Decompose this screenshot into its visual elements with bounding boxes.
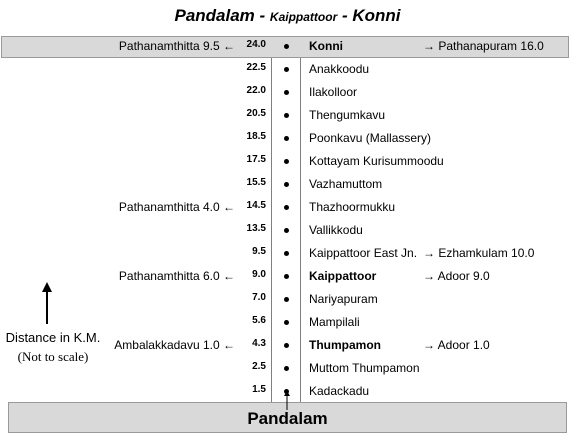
stop-distance: 2.5 [252, 361, 266, 372]
stop-name: Ilakolloor [309, 85, 358, 99]
stop-name: Kaippattoor [309, 269, 377, 283]
stop-name: Mampilali [309, 315, 360, 329]
branch-left: Pathanamthitta 4.0 ← [118, 200, 235, 214]
stop-name: Kottayam Kurisummoodu [309, 154, 444, 168]
stop-distance: 14.5 [246, 200, 266, 211]
stop-marker [284, 366, 289, 371]
stop-marker [284, 297, 289, 302]
stop-row [0, 290, 575, 310]
stop-distance: 22.0 [246, 85, 266, 96]
stop-marker [284, 90, 289, 95]
stop-marker [284, 274, 289, 279]
stop-name: Anakkoodu [309, 62, 370, 76]
stop-name: Kaippattoor East Jn. [309, 246, 418, 260]
stop-name: Thengumkavu [309, 108, 386, 122]
branch-left: Ambalakkadavu 1.0 ← [114, 338, 235, 352]
stop-row [0, 244, 575, 264]
stop-distance: 18.5 [246, 131, 266, 142]
legend-scale-note: (Not to scale) [17, 349, 89, 364]
stop-row [0, 221, 575, 241]
title-destination: - Konni [337, 6, 401, 25]
branch-right: → Adoor 1.0 [423, 338, 490, 352]
stop-distance: 24.0 [246, 39, 266, 50]
stop-distance: 5.6 [252, 315, 266, 326]
title-via: Kaippattoor [269, 10, 338, 24]
stop-name: Thazhoormukku [309, 200, 396, 214]
branch-right: → Adoor 9.0 [423, 269, 490, 283]
stop-row [0, 152, 575, 172]
stop-marker [284, 205, 289, 210]
stop-name: Konni [309, 39, 343, 53]
stop-row [0, 267, 575, 287]
branch-left: Pathanamthitta 9.5 ← [118, 39, 235, 53]
stop-marker [284, 343, 289, 348]
stop-row [0, 37, 575, 57]
stop-distance: 13.5 [246, 223, 266, 234]
stop-row [0, 83, 575, 103]
stop-name: Kadackadu [309, 384, 370, 398]
branch-right: → Pathanapuram 16.0 [423, 39, 544, 53]
stop-marker [284, 113, 289, 118]
stop-row [0, 175, 575, 195]
stop-marker [284, 67, 289, 72]
stop-row [0, 106, 575, 126]
stop-distance: 17.5 [246, 154, 266, 165]
stop-name: Thumpamon [309, 338, 381, 352]
stop-distance: 22.5 [246, 62, 266, 73]
stop-distance: 20.5 [246, 108, 266, 119]
diagram-title [0, 6, 575, 26]
up-arrow-icon [40, 282, 54, 324]
stop-marker [284, 182, 289, 187]
stop-name: Vallikkodu [309, 223, 363, 237]
title-origin: Pandalam - [174, 6, 270, 25]
stop-name: Vazhamuttom [309, 177, 383, 191]
stop-marker [284, 320, 289, 325]
stop-row [0, 129, 575, 149]
stop-marker [284, 44, 289, 49]
start-arrow-icon [283, 391, 291, 411]
stop-marker [284, 228, 289, 233]
stop-distance: 9.0 [252, 269, 266, 280]
stop-distance: 1.5 [252, 384, 266, 395]
stop-marker [284, 159, 289, 164]
stop-row [0, 60, 575, 80]
stop-name: Nariyapuram [309, 292, 378, 306]
stop-distance: 4.3 [252, 338, 266, 349]
stop-marker [284, 136, 289, 141]
stop-name: Poonkavu (Mallassery) [309, 131, 432, 145]
legend-distance-label: Distance in K.M. [5, 330, 101, 345]
branch-left: Pathanamthitta 6.0 ← [118, 269, 235, 283]
branch-right: → Ezhamkulam 10.0 [423, 246, 535, 260]
stop-name: Muttom Thumpamon [309, 361, 420, 375]
stop-distance: 7.0 [252, 292, 266, 303]
stop-marker [284, 251, 289, 256]
stop-distance: 9.5 [252, 246, 266, 257]
pandalam-band: Pandalam [8, 402, 567, 433]
stop-row [0, 198, 575, 218]
stop-distance: 15.5 [246, 177, 266, 188]
